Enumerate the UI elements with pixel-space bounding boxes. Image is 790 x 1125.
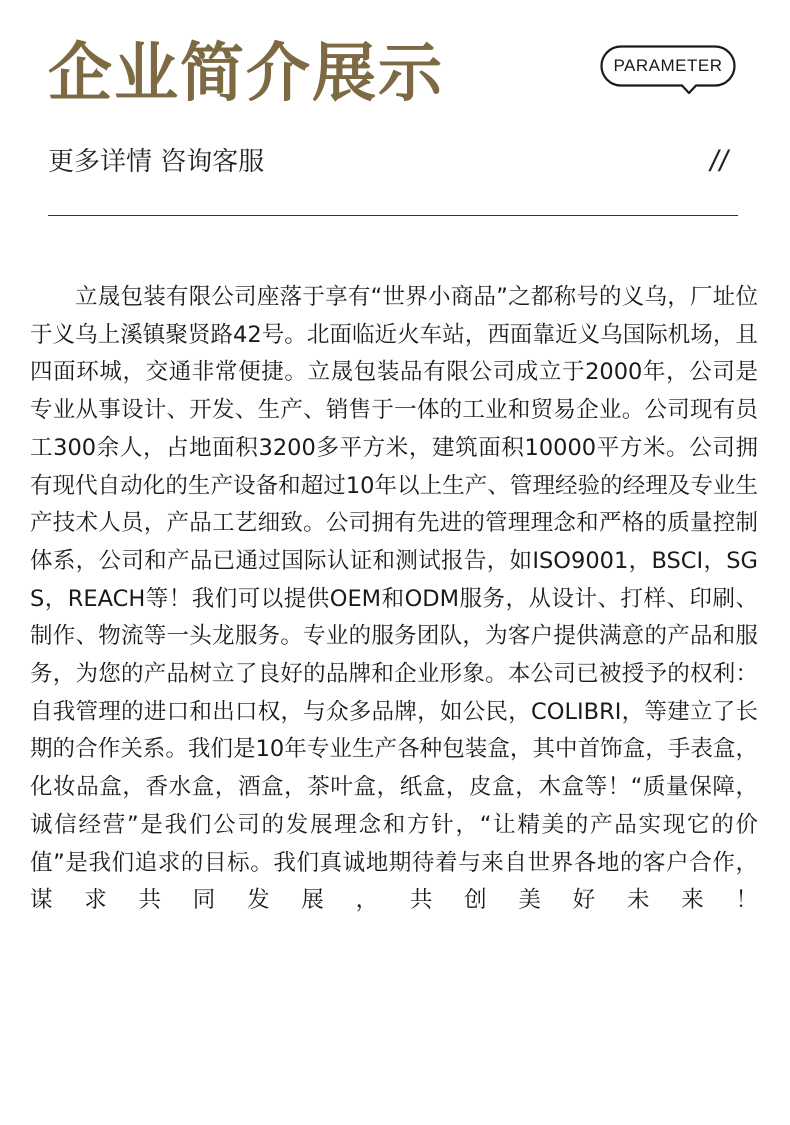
subtitle: 更多详情 咨询客服 (48, 147, 265, 177)
slash-decoration: // (710, 145, 729, 178)
badge-label: PARAMETER (613, 56, 723, 75)
divider (48, 215, 738, 216)
parameter-badge (600, 45, 736, 87)
company-intro-paragraph: 立晟包装有限公司座落于享有“世界小商品”之都称号的义乌，厂址位于义乌上溪镇聚贤路42号。北面临近火车站，西面靠近义乌国际机场，且四面环城，交通非常便捷。立晟包装品有限公司成立于2000年，公司是专业从事设计、开发、生产、销售于一体的工业和贸易企业。公司现有员工300余人，占地面积3200多平方米，建筑面积10000平方米。公司拥有现代自动化的生产设备和超过10年以上生产、管理经验的经理及专业生产技术人员，产品工艺细致。公司拥有先进的管理理念和严格的质量控制体系，公司和产品已通过国际认证和测试报告，如ISO9001，BSCI，SGS，REACH等！我们可以提供OEM和ODM服务，从设计、打样、印刷、制作、物流等一头龙服务。专业的服务团队，为客户提供满意的产品和服务，为您的产品树立了良好的品牌和企业形象。本公司已被授予的权利：自我管理的进口和出口权，与众多品牌，如公民，COLIBRI，等建立了长期的合作关系。我们是10年专业生产各种包装盒，其中首饰盒，手表盒，化妆品盒，香水盒，酒盒，茶叶盒，纸盒，皮盒，木盒等！“质量保障，诚信经营”是我们公司的发展理念和方针，“让精美的产品实现它的价值”是我们追求的目标。我们真诚地期待着与来自世界各地的客户合作，谋求共同发展，共创美好未来！ (30, 284, 758, 914)
page-title: 企业简介展示 (48, 37, 444, 111)
